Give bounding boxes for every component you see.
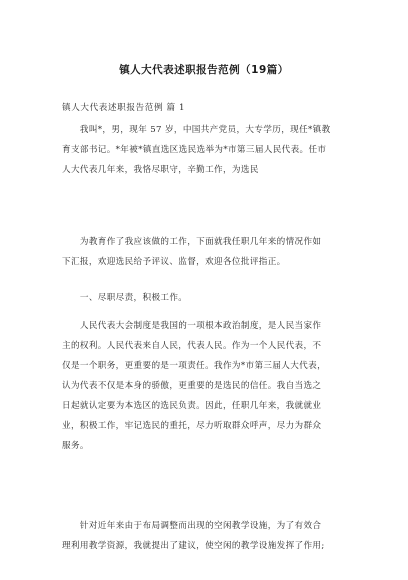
paragraph-line: 一、尽职尽责，积极工作。 [62,293,188,303]
paragraph-line: 育支部书记。*年被*镇直选区选民选举为*市第三届人民代表。任市 [62,145,327,155]
section-heading: 镇人大代表述职报告范例 篇 1 [62,103,186,113]
paragraph-line: 人民代表大会制度是我国的一项根本政治制度，是人民当家作 [62,321,322,331]
document-title: 镇人大代表述职报告范例（19篇） [119,64,289,76]
paragraph-line: 认为代表不仅是本身的骄傲，更重要的是选民的信任。我自当选之 [62,381,322,391]
paragraph-line: 服务。 [62,441,89,451]
paragraph-4 [62,316,348,456]
paragraph-line: 主的权利。人民代表来自人民，代表人民。作为一个人民代表，不 [62,341,322,351]
paragraph-line: 下汇报，欢迎选民给予评议、监督，欢迎各位批评指正。 [62,257,286,267]
paragraph-line: 仅是一个职务，更重要的是一项责任。我作为*市第三届人大代表， [62,361,327,371]
paragraph-1 [62,120,348,180]
paragraph-line: 理利用教学资源，我就提出了建议，使空闲的教学设施发挥了作用; [62,541,325,551]
paragraph-line: 人大代表几年来，我恪尽职守，辛勤工作，为选民 [62,165,259,175]
paragraph-line: 日起就认定要为本选区的选民负责。因此，任职几年来，我就就业 [62,401,322,411]
paragraph-line: 为教育作了我应该做的工作，下面就我任职几年来的情况作如 [62,237,322,247]
paragraph-line: 针对近年来由于布局调整而出现的空闲教学设施，为了有效合 [62,521,322,531]
paragraph-5 [62,516,348,556]
paragraph-3 [62,288,348,308]
paragraph-2 [62,232,348,272]
paragraph-line: 业，积极工作，牢记选民的重托，尽力听取群众呼声，尽力为群众 [62,421,322,431]
paragraph-line: 我叫*，男，现年 57 岁，中国共产党员，大专学历，现任*镇教 [62,125,331,135]
